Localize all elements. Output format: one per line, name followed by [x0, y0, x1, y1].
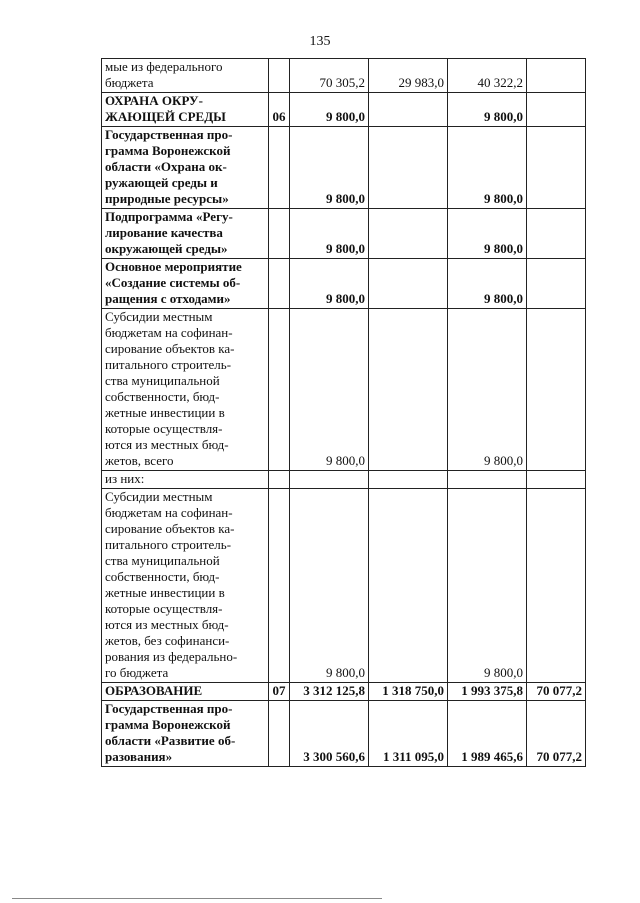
row-name-cell — [102, 471, 269, 489]
row-value-2-cell — [369, 259, 448, 309]
row-total-cell — [290, 309, 369, 471]
row-value-3-cell — [448, 93, 527, 127]
row-value-3-cell — [448, 471, 527, 489]
row-name-cell — [102, 489, 269, 683]
row-value-3-cell-text: 40 322,2 — [477, 75, 523, 90]
row-value-3-cell-text: 9 800,0 — [484, 241, 523, 256]
table-row — [102, 489, 586, 683]
table-row — [102, 471, 586, 489]
table-row — [102, 701, 586, 767]
table-row — [102, 259, 586, 309]
row-code-cell — [269, 309, 290, 471]
row-value-3-cell — [448, 489, 527, 683]
row-value-4-cell — [527, 93, 586, 127]
row-code-cell — [269, 471, 290, 489]
row-value-3-cell-text: 1 993 375,8 — [461, 683, 523, 698]
row-name-cell-text: ОБРАЗОВАНИЕ — [105, 683, 203, 698]
row-value-2-cell — [369, 701, 448, 767]
row-code-cell-text: 07 — [272, 683, 286, 698]
row-value-3-cell — [448, 59, 527, 93]
row-code-cell — [269, 489, 290, 683]
row-value-4-cell — [527, 489, 586, 683]
page-number: 135 — [309, 34, 331, 49]
row-name-cell-text: Подпрограмма «Регу- лирование качества окружающей среды» — [105, 209, 233, 256]
row-total-cell — [290, 93, 369, 127]
row-value-2-cell — [369, 309, 448, 471]
row-value-3-cell — [448, 701, 527, 767]
row-value-4-cell — [527, 701, 586, 767]
row-total-cell-text: 9 800,0 — [326, 109, 365, 124]
row-name-cell — [102, 309, 269, 471]
row-value-3-cell — [448, 309, 527, 471]
row-total-cell — [290, 701, 369, 767]
row-value-3-cell — [448, 209, 527, 259]
row-name-cell — [102, 259, 269, 309]
row-total-cell — [290, 127, 369, 209]
row-value-4-cell — [527, 59, 586, 93]
row-value-2-cell-text: 1 318 750,0 — [382, 683, 444, 698]
table-row — [102, 93, 586, 127]
row-total-cell — [290, 259, 369, 309]
row-value-2-cell — [369, 683, 448, 701]
table-row — [102, 59, 586, 93]
row-code-cell — [269, 701, 290, 767]
row-total-cell — [290, 471, 369, 489]
row-code-cell — [269, 127, 290, 209]
row-total-cell-text: 3 312 125,8 — [303, 683, 365, 698]
row-name-cell-text: из них: — [105, 471, 145, 486]
row-code-cell — [269, 209, 290, 259]
row-total-cell-text: 3 300 560,6 — [303, 749, 365, 764]
row-total-cell-text: 70 305,2 — [319, 75, 365, 90]
row-value-4-cell — [527, 309, 586, 471]
row-value-4-cell-text: 70 077,2 — [536, 683, 582, 698]
row-name-cell-text: мые из федерального бюджета — [105, 59, 223, 90]
row-name-cell-text: Основное мероприятие «Создание системы об- ращения с отходами» — [105, 259, 242, 306]
row-total-cell-text: 9 800,0 — [326, 453, 365, 468]
row-value-3-cell — [448, 683, 527, 701]
row-name-cell-text: Субсидии местным бюджетам на софинан- сирование объектов ка- питального строитель- ства муниципальной собственности, бюд- жетные инвестиции в которые осуществля- ются из местных бюд- жетов, без софинанси- рования из федерально- го бюджета — [105, 489, 238, 680]
table-row — [102, 683, 586, 701]
row-name-cell — [102, 701, 269, 767]
row-value-2-cell — [369, 209, 448, 259]
row-total-cell — [290, 209, 369, 259]
row-name-cell-text: Субсидии местным бюджетам на софинан- сирование объектов ка- питального строитель- ства муниципальной собственности, бюд- жетные инвестиции в которые осуществля- ются из местных бюд- жетов, всего — [105, 309, 235, 468]
row-value-2-cell — [369, 93, 448, 127]
row-total-cell-text: 9 800,0 — [326, 191, 365, 206]
row-total-cell — [290, 489, 369, 683]
row-total-cell-text: 9 800,0 — [326, 241, 365, 256]
row-value-4-cell — [527, 471, 586, 489]
row-total-cell — [290, 683, 369, 701]
row-value-2-cell-text: 29 983,0 — [398, 75, 444, 90]
row-code-cell — [269, 683, 290, 701]
row-name-cell-text: ОХРАНА ОКРУ- ЖАЮЩЕЙ СРЕДЫ — [105, 93, 226, 124]
row-value-3-cell-text: 9 800,0 — [484, 291, 523, 306]
row-value-2-cell — [369, 127, 448, 209]
row-code-cell-text: 06 — [272, 109, 286, 124]
budget-table-body — [102, 59, 586, 767]
row-name-cell — [102, 127, 269, 209]
row-value-3-cell-text: 9 800,0 — [484, 191, 523, 206]
row-name-cell-text: Государственная про- грамма Воронежской области «Развитие об- разования» — [105, 701, 236, 764]
row-total-cell-text: 9 800,0 — [326, 291, 365, 306]
row-value-2-cell — [369, 471, 448, 489]
row-code-cell — [269, 259, 290, 309]
row-name-cell — [102, 59, 269, 93]
row-total-cell — [290, 59, 369, 93]
table-row — [102, 209, 586, 259]
row-code-cell — [269, 93, 290, 127]
row-name-cell — [102, 93, 269, 127]
row-value-4-cell — [527, 683, 586, 701]
row-value-4-cell — [527, 209, 586, 259]
row-value-4-cell-text: 70 077,2 — [536, 749, 582, 764]
row-value-3-cell — [448, 127, 527, 209]
row-code-cell — [269, 59, 290, 93]
row-value-4-cell — [527, 127, 586, 209]
row-name-cell — [102, 683, 269, 701]
row-value-3-cell-text: 1 989 465,6 — [461, 749, 523, 764]
row-value-4-cell — [527, 259, 586, 309]
row-value-2-cell — [369, 59, 448, 93]
row-name-cell — [102, 209, 269, 259]
row-value-2-cell — [369, 489, 448, 683]
row-name-cell-text: Государственная про- грамма Воронежской области «Охрана ок- ружающей среды и природные ресурсы» — [105, 127, 233, 206]
row-value-3-cell-text: 9 800,0 — [484, 109, 523, 124]
row-value-3-cell-text: 9 800,0 — [484, 665, 523, 680]
row-value-3-cell-text: 9 800,0 — [484, 453, 523, 468]
row-value-3-cell — [448, 259, 527, 309]
budget-table — [101, 58, 586, 767]
row-value-2-cell-text: 1 311 095,0 — [382, 749, 444, 764]
page-bottom-rule — [12, 898, 382, 899]
row-total-cell-text: 9 800,0 — [326, 665, 365, 680]
table-row — [102, 127, 586, 209]
table-row — [102, 309, 586, 471]
